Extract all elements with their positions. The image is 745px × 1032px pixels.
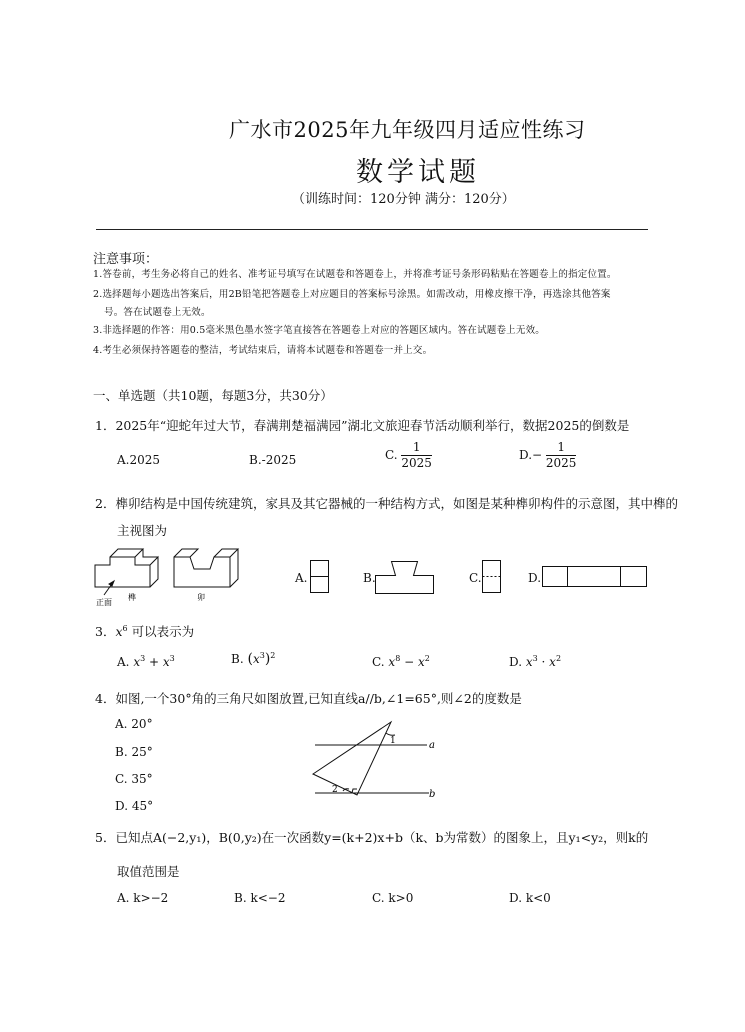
question-1-option-b: B.-2025 [249, 453, 297, 467]
question-3-option-b: B. $(x^3)^2$ [231, 651, 276, 667]
question-2-option-a: A. [295, 571, 308, 585]
question-4-option-a: A. 20° [115, 717, 153, 731]
parallel-lines-triangle-figure [305, 718, 445, 806]
question-3-option-d: D. $x^3 \cdot x^2$ [509, 654, 562, 669]
question-4-stem: 4．如图,一个30°角的三角尺如图放置,已知直线a//b,∠1=65°,则∠2的度数是 [95, 691, 522, 706]
question-2-option-d: D. [528, 571, 542, 585]
section-title: 一、单选题（共10题，每题3分，共30分） [93, 388, 333, 403]
question-5-option-d: D. k<0 [509, 891, 551, 905]
angle-1-label: 1 [390, 736, 396, 746]
question-4-option-b: B. 25° [115, 745, 153, 759]
option-d-view [542, 566, 648, 588]
question-1-stem: 1．2025年“迎蛇年过大节，春满荆楚福满园”湖北文旅迎春节活动顺利举行，数据2025的倒数是 [95, 418, 630, 433]
question-3-option-a: A. $x^3 + x^3$ [117, 654, 175, 669]
question-2-stem-cont: 主视图为 [117, 523, 168, 538]
question-2-option-c: C. [469, 571, 482, 585]
option-c-view [482, 560, 502, 594]
note-item: 3.非选择题的作答：用0.5毫米黑色墨水签字笔直接答在答题卷上对应的答题区域内。答在试题卷上无效。 [93, 325, 545, 336]
question-5-option-b: B. k<−2 [234, 891, 286, 905]
notes-heading: 注意事项： [93, 252, 159, 267]
fraction: $\frac{1}{2025}$ [545, 440, 577, 470]
question-5-stem: 5．已知点A(−2,y₁)，B(0,y₂)在一次函数y=(k+2)x+b（k、b为常数）的图象上，且y₁<y₂，则k的 [95, 830, 649, 845]
question-5-option-a: A. k>−2 [117, 891, 169, 905]
note-item: 1.答卷前，考生务必将自己的姓名、准考证号填写在试题卷和答题卷上，并将准考证号条形码粘贴在答题卷上的指定位置。 [93, 269, 617, 280]
note-item: 号。答在试题卷上无效。 [104, 307, 211, 318]
question-2-option-b: B. [363, 571, 376, 585]
question-3-stem: 3．$x^6$ 可以表示为 [95, 623, 195, 639]
question-5-stem-cont: 取值范围是 [117, 864, 180, 879]
question-1-option-d: D.− $\frac{1}{2025}$ [519, 440, 577, 470]
header-divider [96, 229, 648, 230]
label-front: 正面 [96, 598, 112, 607]
exam-title: 广水市2025年九年级四月适应性练习 [229, 118, 586, 142]
exam-time-info: （训练时间：120分钟 满分：120分） [292, 192, 515, 207]
question-5-option-c: C. k>0 [372, 891, 414, 905]
question-1-option-a: A.2025 [117, 453, 161, 467]
option-a-view [310, 560, 330, 594]
note-item: 4.考生必须保持答题卷的整洁，考试结束后，请将本试题卷和答题卷一并上交。 [93, 345, 433, 356]
option-b-view [375, 561, 435, 595]
tenon-mortise-figure [90, 545, 250, 610]
label-tenon: 榫 [128, 593, 136, 602]
exam-subtitle: 数学试题 [356, 157, 480, 188]
question-4-option-c: C. 35° [115, 772, 153, 786]
question-1-option-c: C. $\frac{1}{2025}$ [385, 440, 432, 470]
label-mortise: 卯 [197, 593, 205, 602]
line-b-label: b [429, 789, 436, 800]
question-3-option-c: C. $x^8 - x^2$ [372, 654, 430, 669]
note-item: 2.选择题每小题选出答案后，用2B铅笔把答题卷上对应题目的答案标号涂黑。如需改动，用橡皮擦干净，再选涂其他答案 [93, 289, 611, 300]
question-4-option-d: D. 45° [115, 799, 154, 813]
line-a-label: a [429, 740, 435, 751]
angle-2-label: 2 [332, 785, 338, 795]
question-2-stem: 2．榫卯结构是中国传统建筑，家具及其它器械的一种结构方式，如图是某种榫卯构件的示意图，其中榫的 [95, 496, 678, 511]
fraction: $\frac{1}{2025}$ [401, 440, 432, 470]
